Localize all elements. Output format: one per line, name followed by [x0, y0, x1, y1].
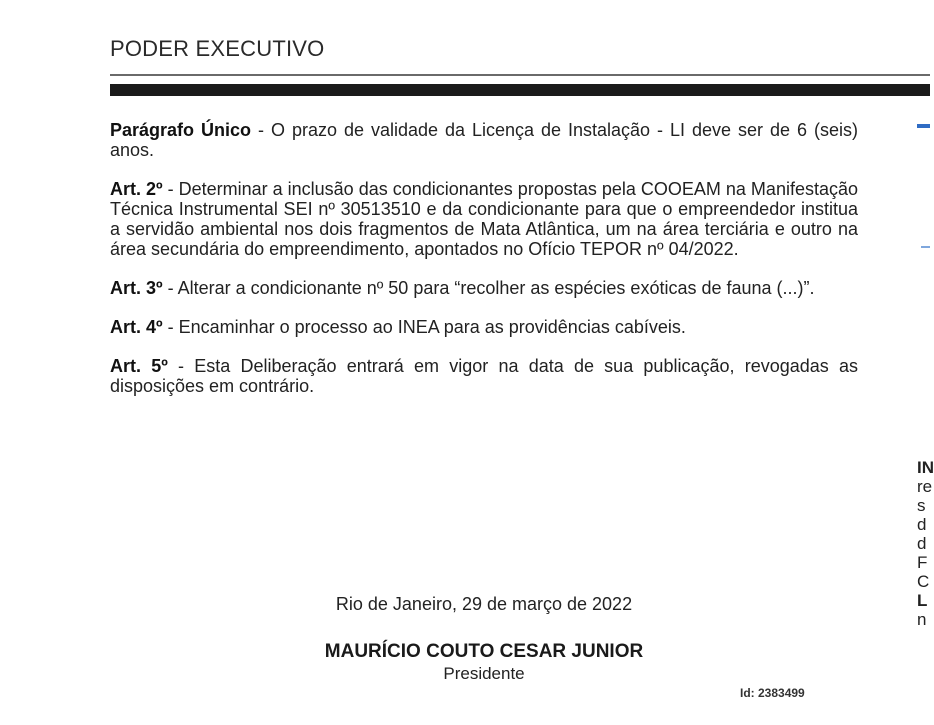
article-label: Art. 4º: [110, 317, 163, 337]
article-text: - Encaminhar o processo ao INEA para as providências cabíveis.: [162, 317, 686, 337]
section-header: PODER EXECUTIVO: [110, 36, 325, 61]
article-label: Art. 2º: [110, 179, 163, 199]
paragraph-label: Parágrafo Único: [110, 120, 252, 140]
right-fragment: L: [917, 591, 928, 610]
right-fragment: d: [917, 515, 927, 534]
header-thin-rule: [110, 74, 930, 76]
right-column-cutoff-text: [917, 458, 934, 629]
main-column: [110, 120, 858, 415]
right-fragment: re: [917, 477, 933, 496]
article-5: [110, 356, 858, 396]
right-column-blue-rule: [921, 246, 930, 248]
paragraph-unico: [110, 120, 858, 160]
paragraph-text: - O prazo de validade da Licença de Instalação - LI deve ser de 6 (seis) anos.: [110, 120, 858, 160]
right-column-blue-mark: [917, 124, 930, 128]
right-fragment: C: [917, 572, 930, 591]
article-text: - Determinar a inclusão das condicionantes propostas pela COOEAM na Manifestação Técnica Instrumental SEI nº 30513510 e da condicionante para que o empreendedor institua a servidão ambiental nos dois fragmentos de Mata Atlântica, um na área terciária e outro na área secundária do empreendimento, apontados no Ofício TEPOR nº 04/2022.: [110, 179, 858, 259]
article-4: [110, 317, 858, 337]
article-label: Art. 5º: [110, 356, 168, 376]
right-fragment: F: [917, 553, 928, 572]
header-thick-rule: [110, 84, 930, 96]
right-fragment: n: [917, 610, 927, 629]
article-text: - Alterar a condicionante nº 50 para “recolher as espécies exóticas de fauna (...)”.: [162, 278, 815, 298]
right-fragment: s: [917, 496, 926, 515]
article-text: - Esta Deliberação entrará em vigor na data de sua publicação, revogadas as disposições em contrário.: [110, 356, 858, 396]
article-3: [110, 278, 858, 298]
document-id: Id: 2383499: [740, 686, 805, 700]
signer-name: MAURÍCIO COUTO CESAR JUNIOR: [324, 641, 644, 662]
article-label: Art. 3º: [110, 278, 163, 298]
signer-role: Presidente: [443, 664, 525, 683]
right-fragment: IN: [917, 458, 934, 477]
right-fragment: d: [917, 534, 927, 553]
article-2: [110, 179, 858, 259]
place-date: Rio de Janeiro, 29 de março de 2022: [335, 594, 633, 614]
